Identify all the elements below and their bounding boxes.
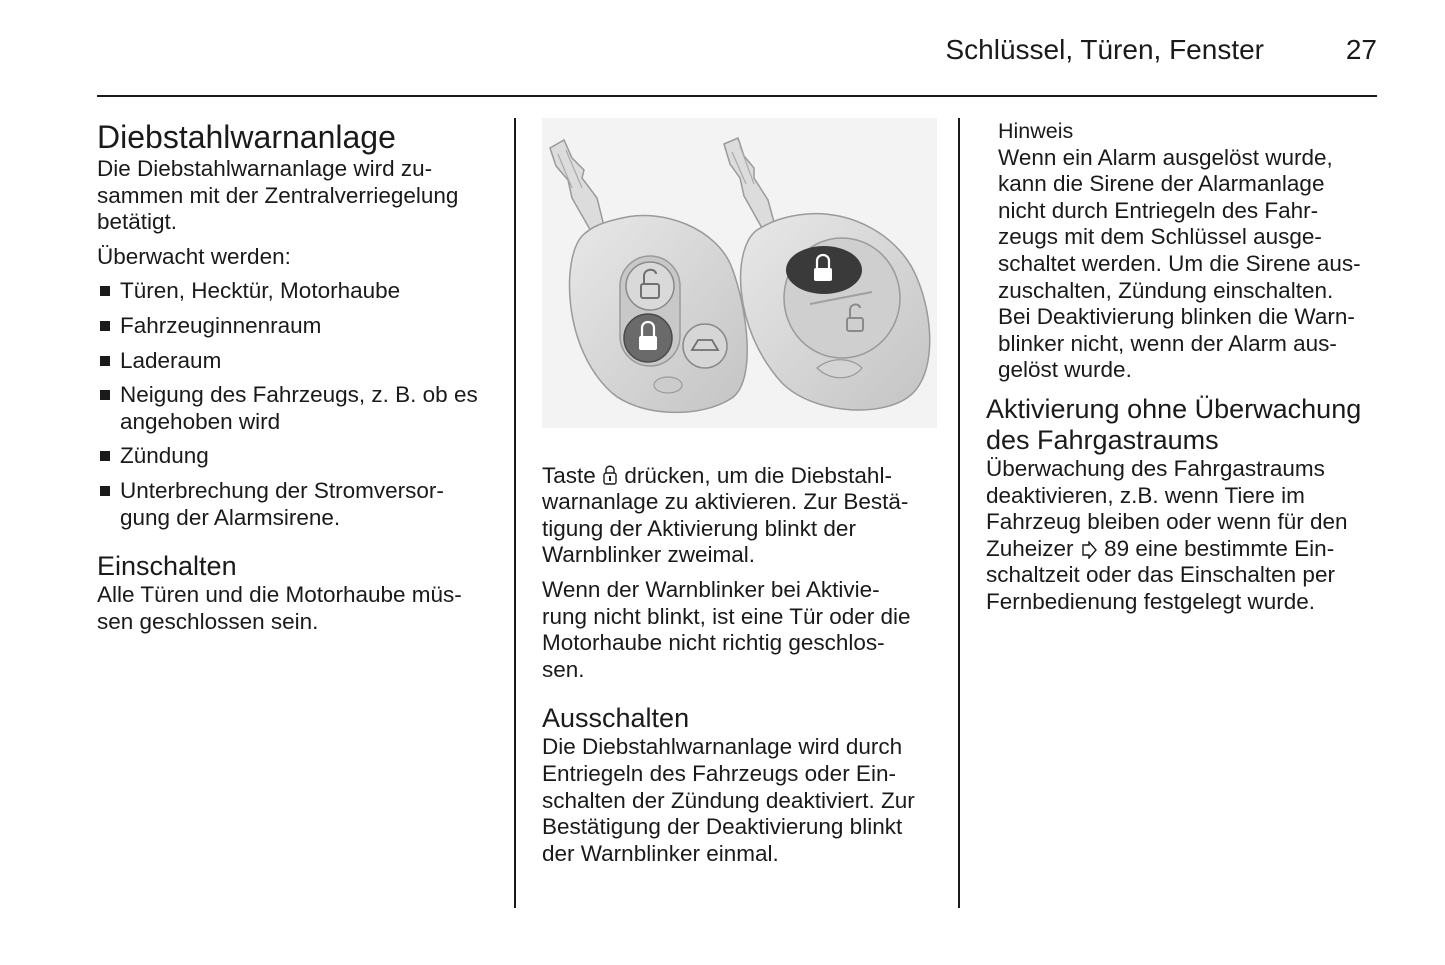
text-line: Entriegeln des Fahrzeugs oder Ein- xyxy=(542,760,896,786)
middle-column xyxy=(542,118,942,875)
aktivierung-paragraph xyxy=(986,456,1381,616)
monitored-label: Überwacht werden: xyxy=(97,243,291,269)
list-item xyxy=(97,478,497,531)
text-line: Alle Türen und die Motorhaube müs- xyxy=(97,582,462,608)
text-line: angehoben wird xyxy=(120,408,281,434)
section-title: Diebstahlwarnanlage xyxy=(97,119,396,155)
text-line: kann die Sirene der Alarmanlage xyxy=(998,171,1325,197)
text-line: tigung der Aktivierung blinkt der xyxy=(542,515,856,541)
text-line: deaktivieren, z.B. wenn Tiere im xyxy=(986,482,1305,508)
list-item xyxy=(97,348,497,375)
text-line: rung nicht blinkt, ist eine Tür oder die xyxy=(542,603,911,629)
text-line: der Warnblinker einmal. xyxy=(542,840,779,866)
text-line: schalten der Zündung deaktiviert. Zur xyxy=(542,787,915,813)
text-line: Fahrzeug bleiben oder wenn für den xyxy=(986,509,1348,535)
activation-paragraph xyxy=(542,463,942,569)
text-line: Fahrzeuginnenraum xyxy=(120,312,322,338)
list-item xyxy=(97,382,497,435)
bullet-icon xyxy=(100,356,110,366)
text-fragment: 89 eine bestimmte Ein- xyxy=(1104,535,1335,561)
subsection-title-aktivierung xyxy=(986,394,1381,456)
text-fragment: drücken, um die Diebstahl- xyxy=(624,462,892,488)
text-line: Warnblinker zweimal. xyxy=(542,542,755,568)
text-line: schaltet werden. Um die Sirene aus- xyxy=(998,250,1361,276)
text-line: gung der Alarmsirene. xyxy=(120,504,341,530)
note-box xyxy=(986,118,1381,384)
text-line: betätigt. xyxy=(97,209,178,235)
text-line: nicht durch Entriegeln des Fahr- xyxy=(998,197,1319,223)
bullet-icon xyxy=(100,451,110,461)
text-line: Wenn der Warnblinker bei Aktivie- xyxy=(542,576,880,602)
intro-paragraph xyxy=(97,156,497,236)
text-line: zuschalten, Zündung einschalten. xyxy=(998,277,1334,303)
text-line: zeugs mit dem Schlüssel ausge- xyxy=(998,224,1322,250)
page-reference-arrow-icon xyxy=(1080,541,1098,559)
bullet-icon xyxy=(100,486,110,496)
text-line: Motorhaube nicht richtig geschlos- xyxy=(542,630,885,656)
warning-paragraph xyxy=(542,577,942,683)
text-line: Überwachung des Fahrgastraums xyxy=(986,455,1325,481)
text-line: Fernbedienung festgelegt wurde. xyxy=(986,588,1315,614)
text-line: Neigung des Fahrzeugs, z. B. ob es xyxy=(120,382,478,408)
note-label: Hinweis xyxy=(998,119,1074,143)
text-line: Zündung xyxy=(120,443,209,469)
text-line xyxy=(542,463,942,490)
list-item xyxy=(97,443,497,470)
bullet-icon xyxy=(100,321,110,331)
column-divider-right xyxy=(958,118,960,908)
header-divider xyxy=(97,95,1377,97)
text-fragment: Zuheizer xyxy=(986,535,1074,561)
right-column xyxy=(986,118,1381,624)
list-item xyxy=(97,278,497,305)
ausschalten-paragraph xyxy=(542,734,942,867)
text-line: Bestätigung der Deaktivierung blinkt xyxy=(542,814,903,840)
lock-icon xyxy=(602,464,618,486)
text-line: Die Diebstahlwarnanlage wird durch xyxy=(542,734,903,760)
text-line: sen geschlossen sein. xyxy=(97,608,319,634)
title-line: des Fahrgastraums xyxy=(986,424,1219,455)
text-line: Wenn ein Alarm ausgelöst wurde, xyxy=(998,144,1333,170)
text-line xyxy=(986,536,1381,563)
text-line: blinker nicht, wenn der Alarm aus- xyxy=(998,330,1337,356)
running-title: Schlüssel, Türen, Fenster xyxy=(945,34,1264,65)
text-line: sammen mit der Zentralverriegelung xyxy=(97,182,459,208)
text-line: warnanlage zu aktivieren. Zur Bestä- xyxy=(542,489,909,515)
text-line: gelöst wurde. xyxy=(998,357,1132,383)
text-line: sen. xyxy=(542,656,585,682)
list-item xyxy=(97,313,497,340)
bullet-icon xyxy=(100,286,110,296)
bullet-icon xyxy=(100,390,110,400)
left-column xyxy=(97,118,497,643)
column-divider-left xyxy=(514,118,516,908)
text-line: Türen, Hecktür, Motorhaube xyxy=(120,278,401,304)
text-fragment: Taste xyxy=(542,462,596,488)
einschalten-paragraph xyxy=(97,582,497,635)
subsection-title-ausschalten: Ausschalten xyxy=(542,703,690,734)
monitored-items-list xyxy=(97,278,497,531)
text-line: schaltzeit oder das Einschalten per xyxy=(986,562,1335,588)
text-line: Die Diebstahlwarnanlage wird zu- xyxy=(97,156,433,181)
title-line: Aktivierung ohne Überwachung xyxy=(986,393,1362,424)
text-line: Laderaum xyxy=(120,347,222,373)
text-line: Bei Deaktivierung blinken die Warn- xyxy=(998,304,1355,330)
page-number: 27 xyxy=(1345,34,1377,65)
text-line: Unterbrechung der Stromversor- xyxy=(120,477,444,503)
key-fob-illustration xyxy=(542,118,937,428)
page-header xyxy=(97,34,1377,74)
subsection-title-einschalten: Einschalten xyxy=(97,551,237,582)
